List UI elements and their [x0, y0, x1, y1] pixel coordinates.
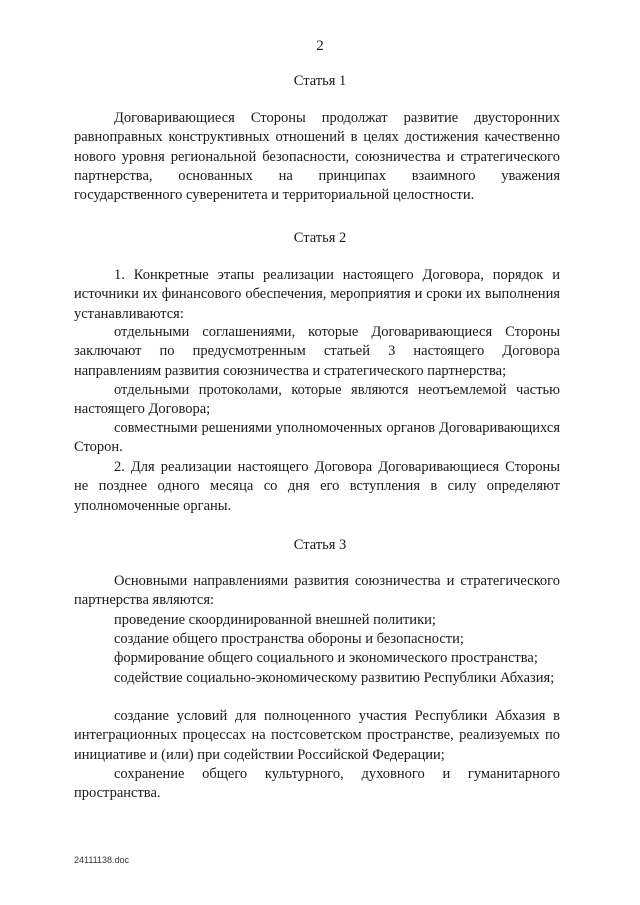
- article-3-item-6: сохранение общего культурного, духовного и гуманитарного пространства.: [74, 766, 560, 802]
- article-2-paragraph-1: 1. Конкретные этапы реализации настоящего Договора, порядок и источники их финансового обеспечения, мероприятия и сроки их выполнения устанавливаются:: [74, 267, 560, 322]
- footer-filename: 24111138.doc: [74, 855, 130, 865]
- article-3-title: Статья 3: [293, 537, 347, 553]
- article-3-item-2: создание общего пространства обороны и безопасности;: [114, 631, 464, 647]
- article-2-paragraph-4: совместными решениями уполномоченных органов Договаривающихся Сторон.: [74, 420, 560, 456]
- article-3-item-5: создание условий для полноценного участия Республики Абхазия в интеграционных процессах на постсоветском пространстве, реализуемых по инициативе и (или) при содействии Российской Федерации;: [74, 708, 560, 763]
- article-1-paragraph: Договаривающиеся Стороны продолжат развитие двусторонних равноправных конструктивных отношений в целях достижения качественно нового уровня региональной безопасности, союзничества и стратегического партнерства, основанных на принципах взаимного уважения государственного суверенитета и территориальной целостности.: [74, 110, 560, 204]
- article-2-paragraph-2: отдельными соглашениями, которые Договаривающиеся Стороны заключают по предусмотренным статьей 3 настоящего Договора направлениям развития союзничества и стратегического партнерства;: [74, 324, 560, 379]
- article-1-title: Статья 1: [293, 73, 347, 89]
- article-2-paragraph-3: отдельными протоколами, которые являются неотъемлемой частью настоящего Договора;: [74, 382, 560, 418]
- article-3-item-3: формирование общего социального и экономического пространства;: [114, 650, 538, 666]
- article-3-item-1: проведение скоординированной внешней политики;: [114, 612, 436, 628]
- article-3-paragraph-1: Основными направлениями развития союзничества и стратегического партнерства являются:: [74, 573, 560, 609]
- article-2-title: Статья 2: [293, 230, 347, 246]
- article-3-item-4: содействие социально-экономическому развитию Республики Абхазия;: [114, 670, 555, 686]
- page-number: 2: [316, 38, 324, 54]
- article-2-paragraph-5: 2. Для реализации настоящего Договора Договаривающиеся Стороны не позднее одного месяца со дня его вступления в силу определяют уполномоченные органы.: [74, 459, 560, 514]
